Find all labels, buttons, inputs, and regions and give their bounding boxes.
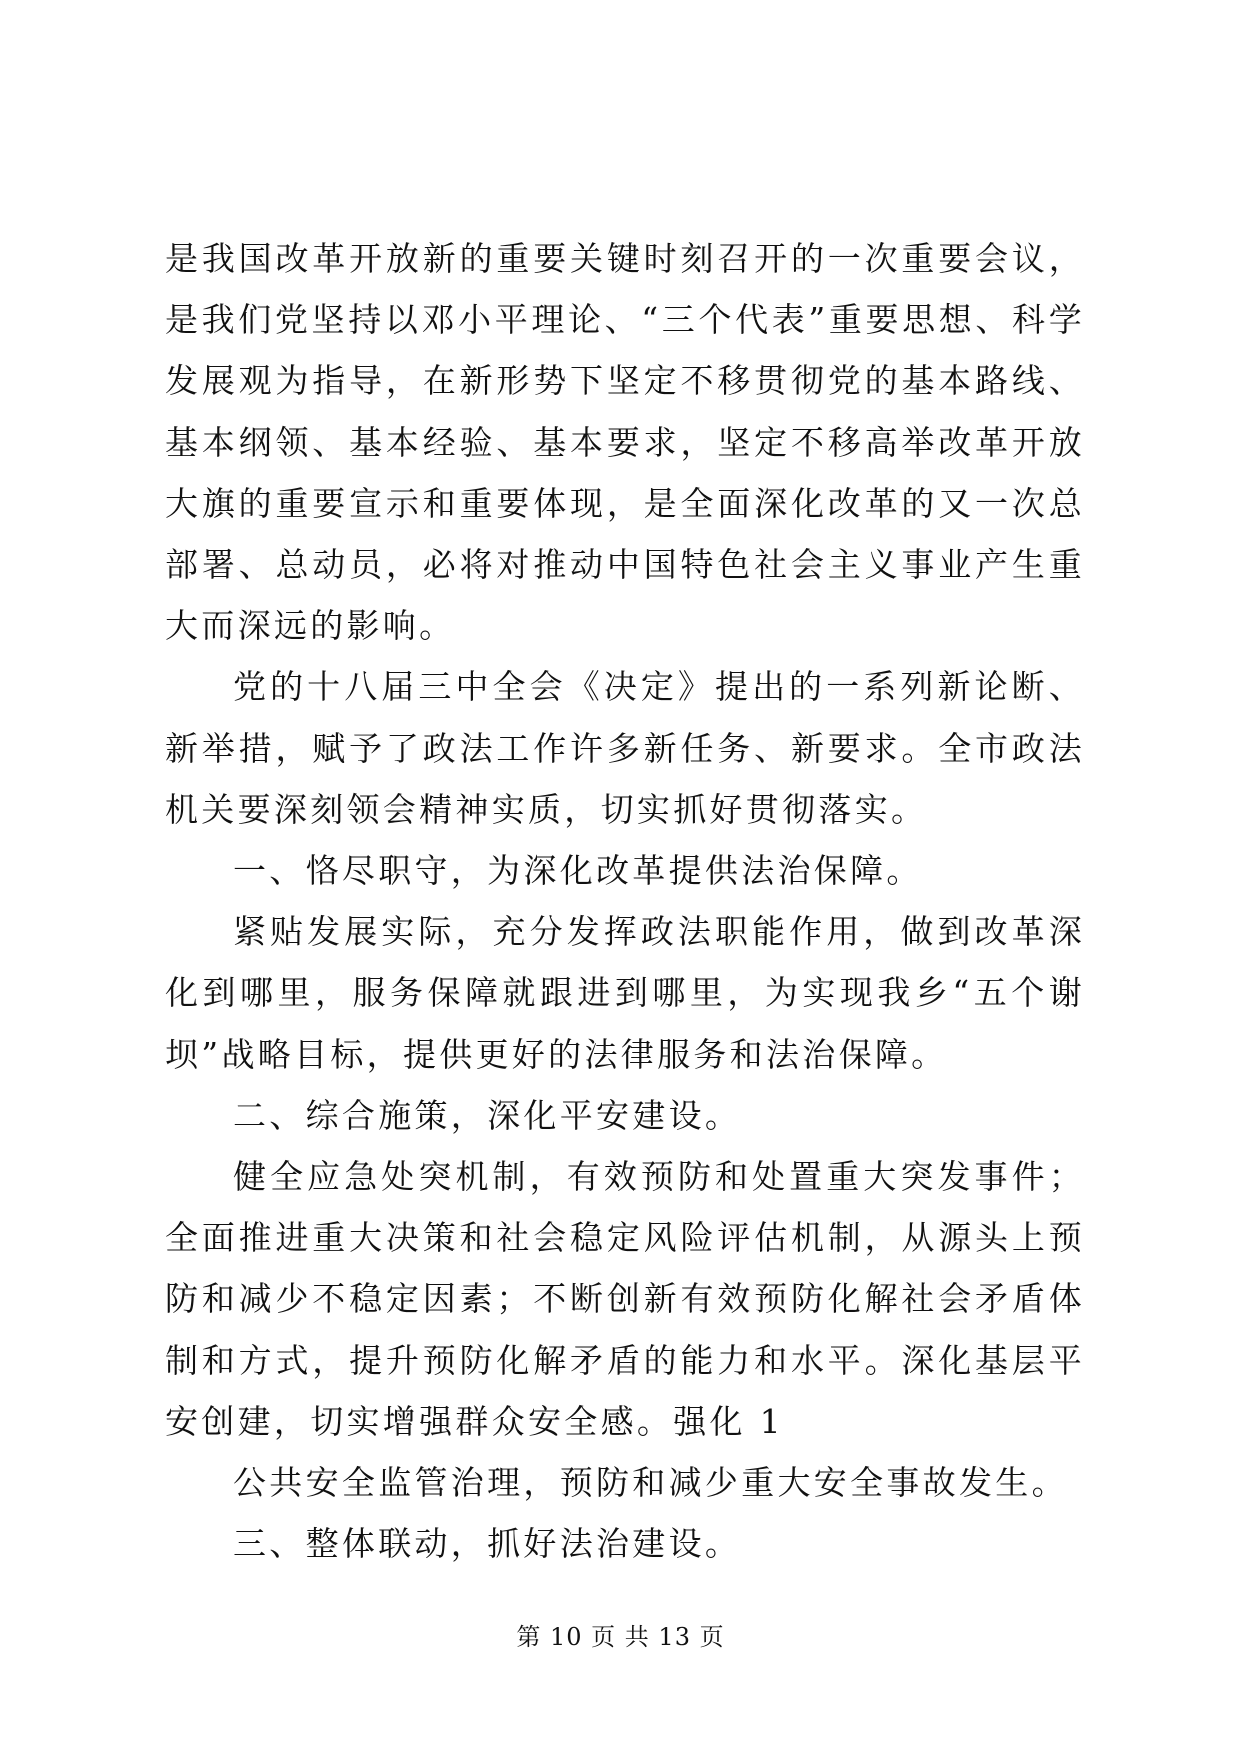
body-paragraph: 党的十八届三中全会《决定》提出的一系列新论断、新举措，赋予了政法工作许多新任务、新要求。全市政法机关要深刻领会精神实质，切实抓好贯彻落实。 [165, 667, 1085, 829]
section-heading: 二、综合施策，深化平安建设。 [233, 1095, 742, 1135]
body-paragraph: 是我国改革开放新的重要关键时刻召开的一次重要会议，是我们党坚持以邓小平理论、“三个代表”重要思想、科学发展观为指导，在新形势下坚定不移贯彻党的基本路线、基本纲领、基本经验、基本要求，坚定不移高举改革开放大旗的重要宣示和重要体现，是全面深化改革的又一次总部署、总动员，必将对推动中国特色社会主义事业产生重大而深远的影响。 [165, 239, 1085, 646]
section-heading: 三、整体联动，抓好法治建设。 [233, 1524, 742, 1564]
section-heading: 一、恪尽职守，为深化改革提供法治保障。 [233, 851, 923, 891]
document-body [165, 228, 1085, 1574]
page-number-footer: 第 10 页 共 13 页 [516, 1623, 725, 1651]
body-paragraph: 健全应急处突机制，有效预防和处置重大突发事件；全面推进重大决策和社会稳定风险评估机制，从源头上预防和减少不稳定因素；不断创新有效预防化解社会矛盾体制和方式，提升预防化解矛盾的能力和水平。深化基层平安创建，切实增强群众安全感。强化 1 [165, 1157, 1085, 1441]
body-paragraph: 紧贴发展实际，充分发挥政法职能作用，做到改革深化到哪里，服务保障就跟进到哪里，为实现我乡“五个谢坝”战略目标，提供更好的法律服务和法治保障。 [165, 912, 1085, 1074]
body-paragraph: 公共安全监管治理，预防和减少重大安全事故发生。 [233, 1463, 1068, 1503]
